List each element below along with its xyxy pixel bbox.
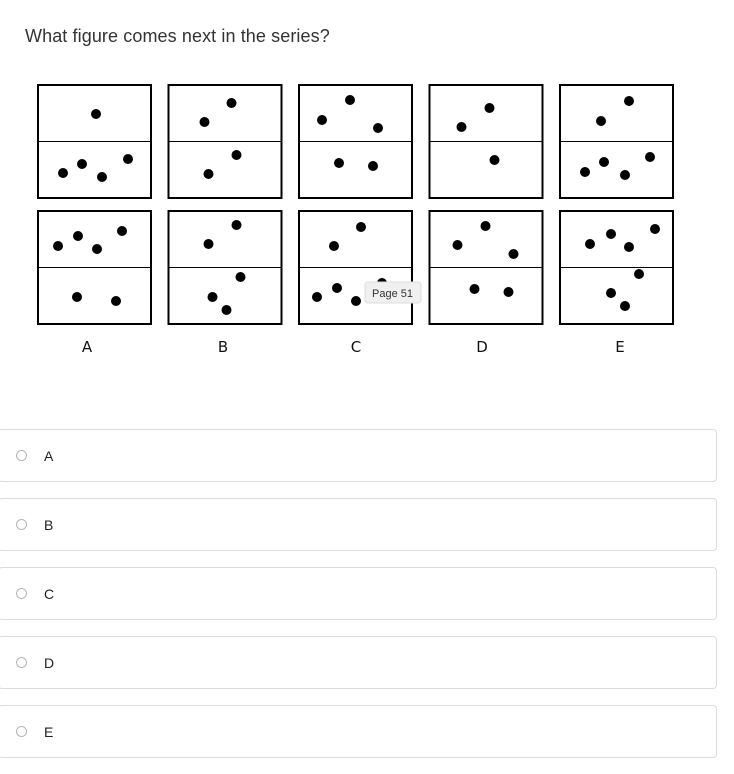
answer-figure-d (430, 211, 543, 324)
option-a[interactable] (0, 429, 717, 482)
dot (620, 301, 630, 311)
dot (77, 159, 87, 169)
dot (485, 103, 495, 113)
series-figure-5 (560, 85, 673, 198)
dot (453, 240, 463, 250)
series-figure-1 (38, 85, 151, 198)
dot (222, 305, 232, 315)
dot (91, 109, 101, 119)
dot (53, 241, 63, 251)
dot (580, 167, 590, 177)
dot (620, 170, 630, 180)
dot (204, 169, 214, 179)
dot (317, 115, 327, 125)
dot (351, 296, 361, 306)
answer-figure-c (299, 211, 412, 324)
option-b[interactable] (0, 498, 717, 551)
dot (606, 229, 616, 239)
series-figure-4 (430, 85, 543, 198)
puzzle-svg (30, 78, 690, 363)
dot (232, 150, 242, 160)
option-label: A (44, 447, 54, 464)
answer-letter-d: D (476, 338, 488, 356)
dot (490, 155, 500, 165)
option-d[interactable] (0, 636, 717, 689)
dot (470, 284, 480, 294)
dot (345, 95, 355, 105)
answer-letter-b: B (217, 338, 229, 356)
page-tooltip (365, 282, 421, 303)
radio-icon[interactable] (16, 519, 27, 530)
answer-letter-c: C (350, 338, 362, 356)
answer-letter-e: E (615, 338, 625, 356)
tooltip-text: Page 51 (372, 288, 413, 300)
dot (373, 123, 383, 133)
dot (334, 158, 344, 168)
dot (123, 154, 133, 164)
dot (200, 117, 210, 127)
dot (509, 249, 519, 259)
radio-icon[interactable] (16, 450, 27, 461)
question-text: What figure comes next in the series? (25, 26, 330, 46)
dot (368, 161, 378, 171)
answer-figure-b (169, 211, 282, 324)
option-label: D (44, 654, 55, 671)
dot (111, 296, 121, 306)
dot (92, 244, 102, 254)
option-label: B (44, 516, 54, 533)
radio-icon[interactable] (16, 657, 27, 668)
dot (624, 96, 634, 106)
series-figure-3 (299, 85, 412, 198)
dot (117, 226, 127, 236)
answer-options (0, 429, 717, 774)
dot (73, 231, 83, 241)
option-label: E (44, 723, 54, 740)
answer-figure-e (560, 211, 673, 324)
dot (599, 157, 609, 167)
dot (97, 172, 107, 182)
answer-letter-a: A (81, 338, 93, 356)
dot (72, 292, 82, 302)
radio-icon[interactable] (16, 588, 27, 599)
dot (356, 222, 366, 232)
dot (596, 116, 606, 126)
dot (232, 220, 242, 230)
dot (650, 224, 660, 234)
dot (634, 269, 644, 279)
puzzle-figure (30, 78, 690, 363)
dot (606, 288, 616, 298)
dot (645, 152, 655, 162)
dot (208, 292, 218, 302)
option-c[interactable] (0, 567, 717, 620)
radio-icon[interactable] (16, 726, 27, 737)
dot (312, 292, 322, 302)
answer-figure-a (38, 211, 151, 324)
option-e[interactable] (0, 705, 717, 758)
dot (204, 239, 214, 249)
dot (504, 287, 514, 297)
dot (236, 272, 246, 282)
dot (332, 283, 342, 293)
series-figure-2 (169, 85, 282, 198)
dot (624, 242, 634, 252)
dot (481, 221, 491, 231)
option-label: C (44, 585, 55, 602)
dot (329, 241, 339, 251)
dot (227, 98, 237, 108)
dot (585, 239, 595, 249)
dot (58, 168, 68, 178)
dot (457, 122, 467, 132)
